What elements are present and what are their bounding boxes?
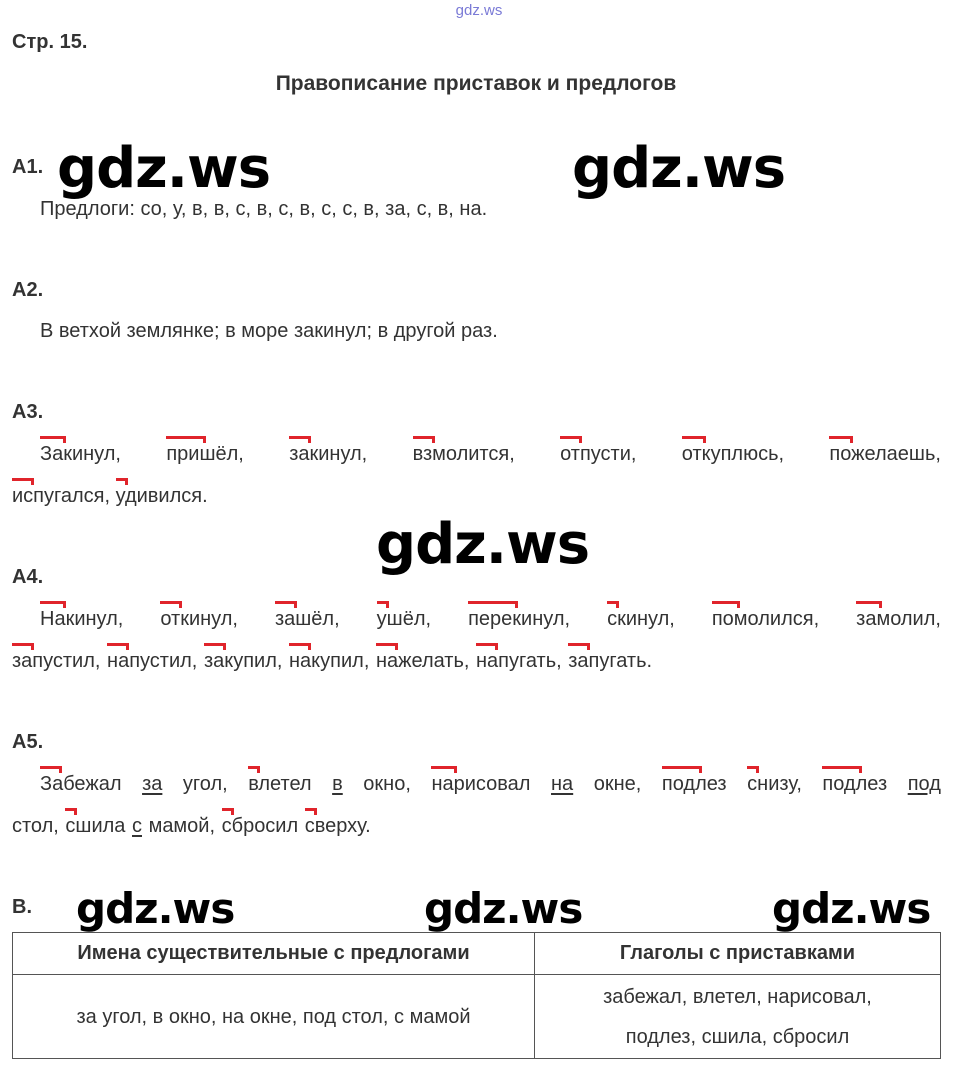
a4-line-1 <box>40 608 941 631</box>
heading-a1: А1. <box>12 156 44 178</box>
word: пришёл, <box>166 443 244 465</box>
preposition: в <box>332 773 343 795</box>
watermark-logo: gdz.ws <box>772 884 931 933</box>
word: Закинул, <box>40 443 121 465</box>
word: Забежал <box>40 773 122 795</box>
verbs-line: забежал, влетел, нарисовал, <box>603 985 872 1008</box>
word: Накинул, <box>40 608 124 630</box>
heading-a2: А2. <box>12 279 44 301</box>
verbs-line: подлез, сшила, сбросил <box>625 1025 850 1048</box>
word: зашёл, <box>274 608 340 630</box>
word: накупил, <box>289 650 370 672</box>
watermark-logo: gdz.ws <box>57 136 271 201</box>
word: откинул, <box>160 608 238 630</box>
word: снизу, <box>747 773 802 795</box>
heading-a5: А5. <box>12 731 44 753</box>
a3-line-2 <box>12 485 208 508</box>
word: удивился. <box>115 485 208 507</box>
preposition: на <box>551 773 574 795</box>
watermark-logo: gdz.ws <box>376 512 590 577</box>
word: пожелаешь, <box>829 443 941 465</box>
word: запустил, <box>12 650 101 672</box>
preposition: с <box>132 815 142 837</box>
a1-text: Предлоги: со, у, в, в, с, в, с, в, с, с, в, за, с, в, на. <box>40 198 488 220</box>
header-verbs: Глаголы с приставками <box>535 933 941 975</box>
word: взмолится, <box>412 443 515 465</box>
a3-line-1 <box>40 443 941 466</box>
word: сверху. <box>304 815 371 837</box>
word: откуплюсь, <box>681 443 785 465</box>
word: нажелать, <box>375 650 470 672</box>
watermark-logo: gdz.ws <box>424 884 583 933</box>
word: напугать, <box>476 650 562 672</box>
word: нарисовал <box>431 773 531 795</box>
word: угол, <box>182 773 228 795</box>
preposition: за <box>142 773 163 795</box>
preposition: под <box>907 773 941 795</box>
a2-text: В ветхой землянке; в море закинул; в другой раз. <box>40 320 498 342</box>
word: напустил, <box>107 650 198 672</box>
heading-a3: А3. <box>12 401 44 423</box>
cell-verbs <box>535 975 941 1059</box>
word: скинул, <box>607 608 675 630</box>
word: окне, <box>593 773 642 795</box>
heading-a4: А4. <box>12 566 44 588</box>
word: стол, <box>12 815 59 837</box>
word: влетел <box>248 773 312 795</box>
cell-nouns: за угол, в окно, на окне, под стол, с мамой <box>13 975 535 1059</box>
word: мамой, <box>148 815 216 837</box>
table-header-row <box>13 933 941 975</box>
word: окно, <box>363 773 411 795</box>
word: подлез <box>661 773 727 795</box>
watermark-logo: gdz.ws <box>572 136 786 201</box>
a4-line-2 <box>12 650 652 673</box>
word: отпусти, <box>560 443 637 465</box>
word: испугался, <box>12 485 111 507</box>
word: сбросил <box>221 815 299 837</box>
header-nouns: Имена существительные с предлогами <box>13 933 535 975</box>
a5-line-2 <box>12 815 371 838</box>
word: перекинул, <box>468 608 571 630</box>
a5-line-1 <box>40 773 941 796</box>
heading-b: В. <box>12 896 32 918</box>
word: помолился, <box>711 608 820 630</box>
word: закинул, <box>289 443 368 465</box>
top-watermark: gdz.ws <box>455 2 503 19</box>
page-number: Стр. 15. <box>12 31 88 53</box>
word: закупил, <box>203 650 283 672</box>
watermark-logo: gdz.ws <box>76 884 235 933</box>
word: подлез <box>822 773 888 795</box>
table-row <box>13 975 941 1059</box>
word: замолил, <box>856 608 941 630</box>
answer-table <box>12 932 941 1059</box>
page-title: Правописание приставок и предлогов <box>275 72 677 95</box>
word: ушёл, <box>376 608 432 630</box>
word: запугать. <box>568 650 653 672</box>
word: сшила <box>65 815 126 837</box>
